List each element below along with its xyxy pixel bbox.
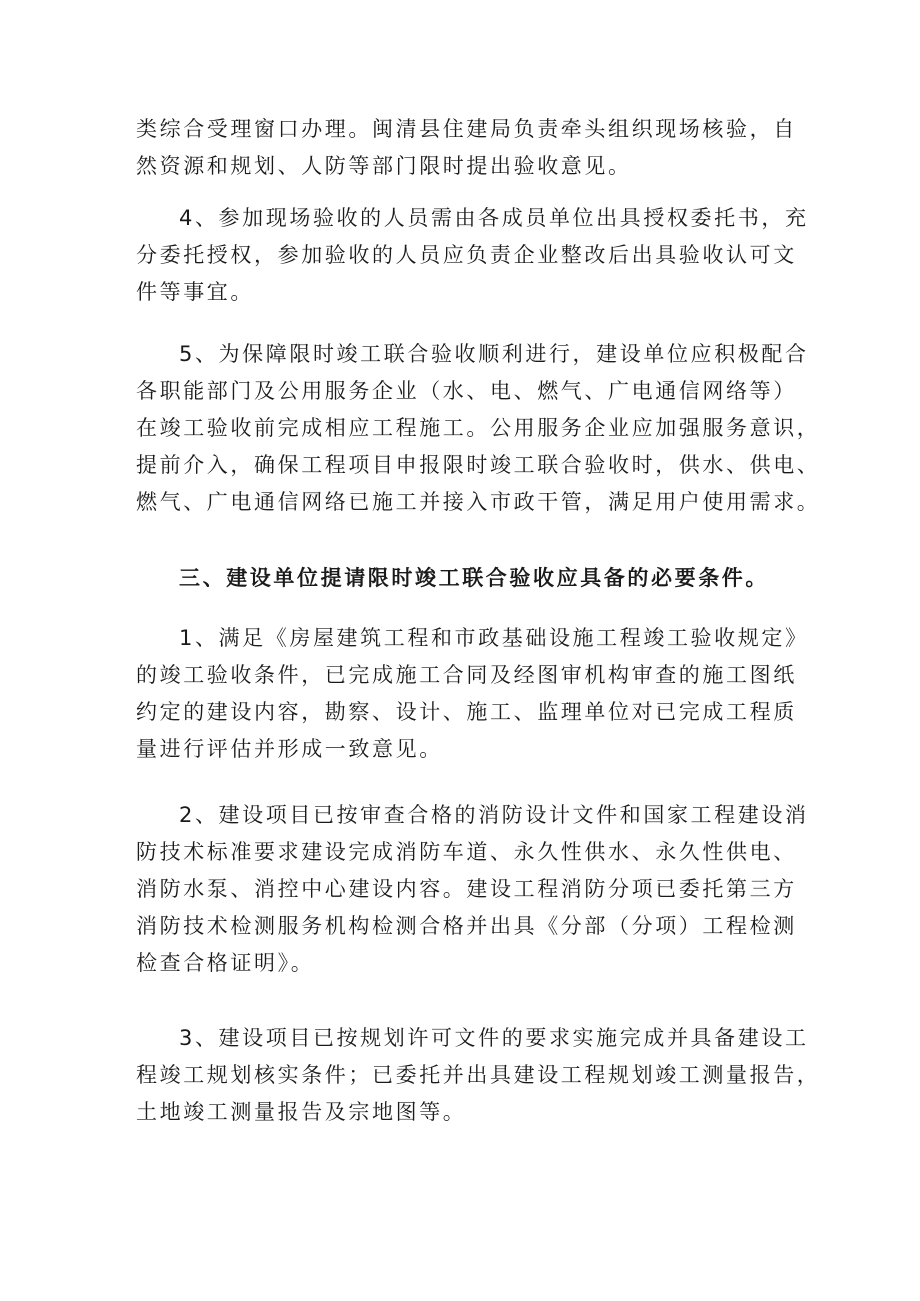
text-line: 1、满足《房屋建筑工程和市政基础设施工程竣工验收规定》	[179, 626, 809, 650]
text-line: 检查合格证明》。	[136, 951, 315, 975]
text-line: 消防技术检测服务机构检测合格并出具《分部（分项）工程检测	[136, 914, 797, 938]
text-line: 的竣工验收条件，已完成施工合同及经图审机构审查的施工图纸	[136, 663, 797, 687]
text-line: 土地竣工测量报告及宗地图等。	[136, 1100, 467, 1124]
text-line: 提前介入，确保工程项目申报限时竣工联合验收时，供水、供电、	[136, 453, 821, 477]
text-line: 分委托授权，参加验收的人员应负责企业整改后出具验收认可文	[136, 243, 797, 267]
text-line: 2、建设项目已按审查合格的消防设计文件和国家工程建设消	[179, 803, 809, 827]
paragraph-condition-3	[136, 1020, 821, 1131]
text-line: 4、参加现场验收的人员需由各成员单位出具授权委托书，充	[179, 206, 809, 230]
paragraph-condition-1	[136, 620, 809, 768]
text-line: 类综合受理窗口办理。闽清县住建局负责牵头组织现场核验，自	[136, 117, 797, 141]
text-line: 量进行评估并形成一致意见。	[136, 737, 443, 761]
section-heading-3	[136, 560, 796, 597]
text-line: 然资源和规划、人防等部门限时提出验收意见。	[136, 154, 632, 178]
text-line: 约定的建设内容，勘察、设计、施工、监理单位对已完成工程质	[136, 700, 797, 724]
text-line: 各职能部门及公用服务企业（水、电、燃气、广电通信网络等）	[136, 379, 797, 403]
text-line: 在竣工验收前完成相应工程施工。公用服务企业应加强服务意识，	[136, 416, 821, 440]
text-line: 燃气、广电通信网络已施工并接入市政干管，满足用户使用需求。	[136, 490, 821, 514]
text-line: 5、为保障限时竣工联合验收顺利进行，建设单位应积极配合	[179, 342, 809, 366]
section-heading: 三、建设单位提请限时竣工联合验收应具备的必要条件。	[179, 566, 769, 590]
paragraph-continuation	[136, 111, 796, 185]
paragraph-item-4	[136, 200, 809, 311]
text-line: 件等事宜。	[136, 280, 254, 304]
paragraph-condition-2	[136, 797, 809, 982]
paragraph-item-5	[136, 336, 821, 521]
text-line: 消防水泵、消控中心建设内容。建设工程消防分项已委托第三方	[136, 877, 797, 901]
text-line: 3、建设项目已按规划许可文件的要求实施完成并具备建设工	[179, 1026, 809, 1050]
text-line: 程竣工规划核实条件；已委托并出具建设工程规划竣工测量报告，	[136, 1063, 821, 1087]
text-line: 防技术标准要求建设完成消防车道、永久性供水、永久性供电、	[136, 840, 797, 864]
